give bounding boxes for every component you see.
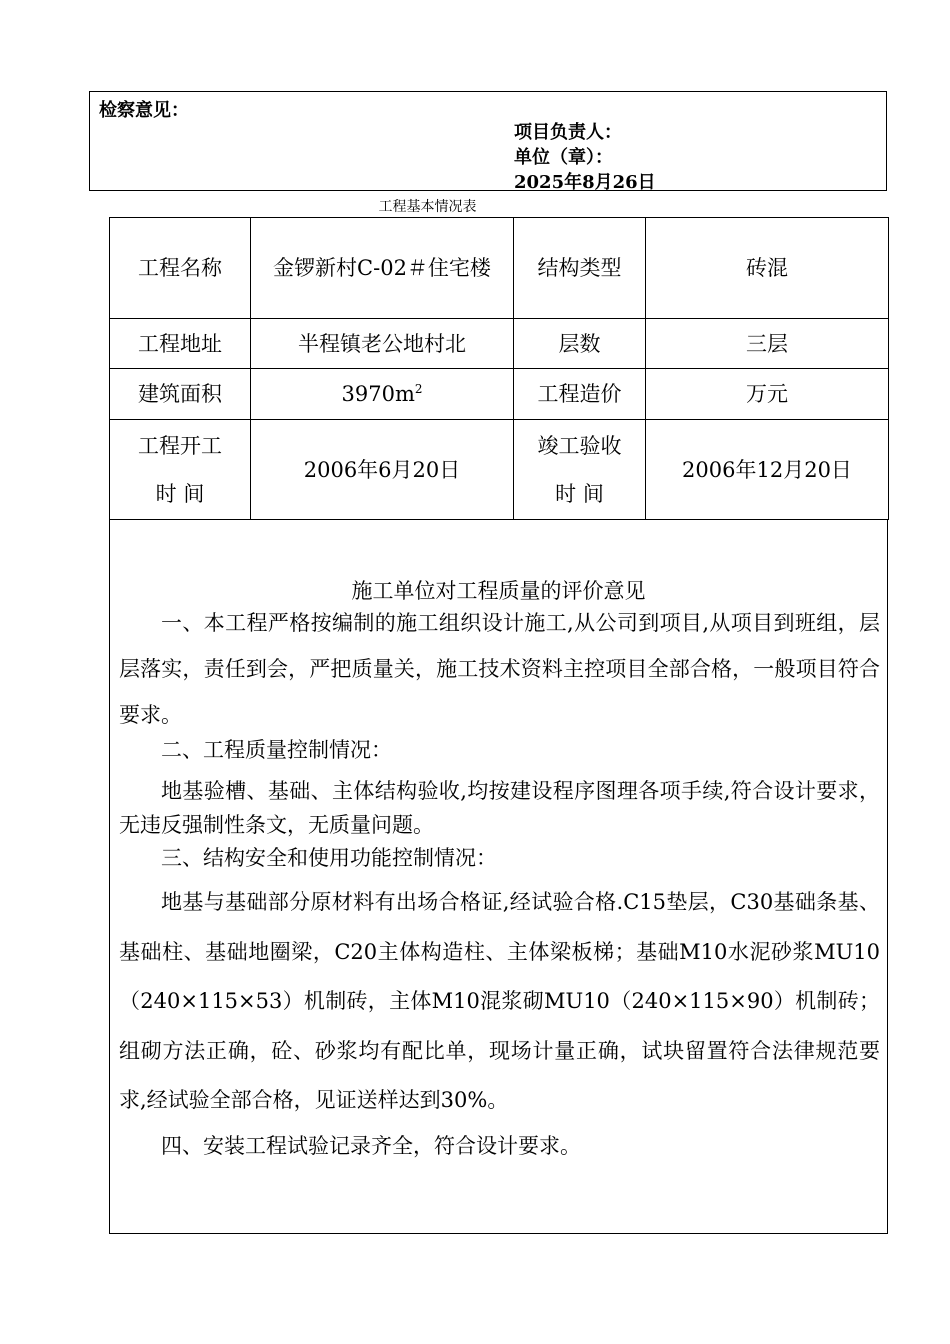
evaluation-paragraph-5: 地基与基础部分原材料有出场合格证,经试验合格.C15垫层，C30基础条基、基础柱、基础地圈梁，C20主体构造柱、主体梁板梯；基础M10水泥砂浆MU10（240×115×53）机制砖，主体M10混浆砌MU10（240×115×90）机制砖；组砌方法正确，砼、砂浆均有配比单，现场计量正确，试块留置符合法律规范要求,经试验全部合格，见证送样达到30%。 (119, 890, 880, 1112)
evaluation-paragraph-4: 三、结构安全和使用功能控制情况： (161, 846, 497, 870)
evaluation-title: 施工单位对工程质量的评价意见 (351, 579, 646, 603)
inspection-opinion-title: 检察意见： (99, 100, 189, 121)
table-row (110, 369, 889, 420)
evaluation-body (119, 612, 880, 1166)
cost-value: 万元 (646, 369, 889, 420)
evaluation-paragraph-2: 二、工程质量控制情况： (161, 738, 392, 762)
address-value: 半程镇老公地村北 (251, 319, 514, 369)
area-label: 建筑面积 (110, 369, 251, 420)
evaluation-paragraph-1: 一、本工程严格按编制的施工组织设计施工,从公司到项目,从项目到班组，层层落实，责任到会，严把质量关，施工技术资料主控项目全部合格，一般项目符合要求。 (119, 611, 880, 727)
start-time-label (110, 420, 251, 520)
start-time-label-line2: 时 间 (155, 481, 205, 506)
start-time-value: 2006年6月20日 (251, 420, 514, 520)
area-value (251, 369, 514, 420)
project-name-label: 工程名称 (110, 218, 251, 319)
finish-time-label-line1: 竣工验收 (537, 433, 622, 458)
address-label: 工程地址 (110, 319, 251, 369)
inspection-opinion-box (89, 91, 887, 191)
project-info-table (109, 217, 889, 520)
evaluation-paragraph-3: 地基验槽、基础、主体结构验收,均按建设程序图理各项手续,符合设计要求，无违反强制性条文，无质量问题。 (119, 779, 880, 837)
finish-time-value: 2006年12月20日 (646, 420, 889, 520)
table-caption: 工程基本情况表 (378, 199, 477, 215)
unit-seal-label: 单位（章）： (514, 147, 613, 168)
signoff-date: 2025年8月26日 (514, 172, 656, 193)
table-row (110, 319, 889, 369)
area-number: 3970m (341, 382, 415, 406)
signoff-block (514, 120, 656, 195)
floors-label: 层数 (514, 319, 646, 369)
project-name-value: 金锣新村C-02＃住宅楼 (251, 218, 514, 319)
structure-type-value: 砖混 (646, 218, 889, 319)
evaluation-paragraph-6: 四、安装工程试验记录齐全，符合设计要求。 (161, 1133, 581, 1158)
cost-label: 工程造价 (514, 369, 646, 420)
project-leader-label: 项目负责人： (514, 122, 622, 143)
floors-value: 三层 (646, 319, 889, 369)
table-row (110, 218, 889, 319)
area-unit-superscript: 2 (414, 382, 423, 396)
start-time-label-line1: 工程开工 (138, 433, 222, 458)
structure-type-label: 结构类型 (514, 218, 646, 319)
finish-time-label (514, 420, 646, 520)
table-row (110, 420, 889, 520)
finish-time-label-line2: 时 间 (555, 481, 604, 506)
quality-evaluation-box (109, 519, 888, 1234)
